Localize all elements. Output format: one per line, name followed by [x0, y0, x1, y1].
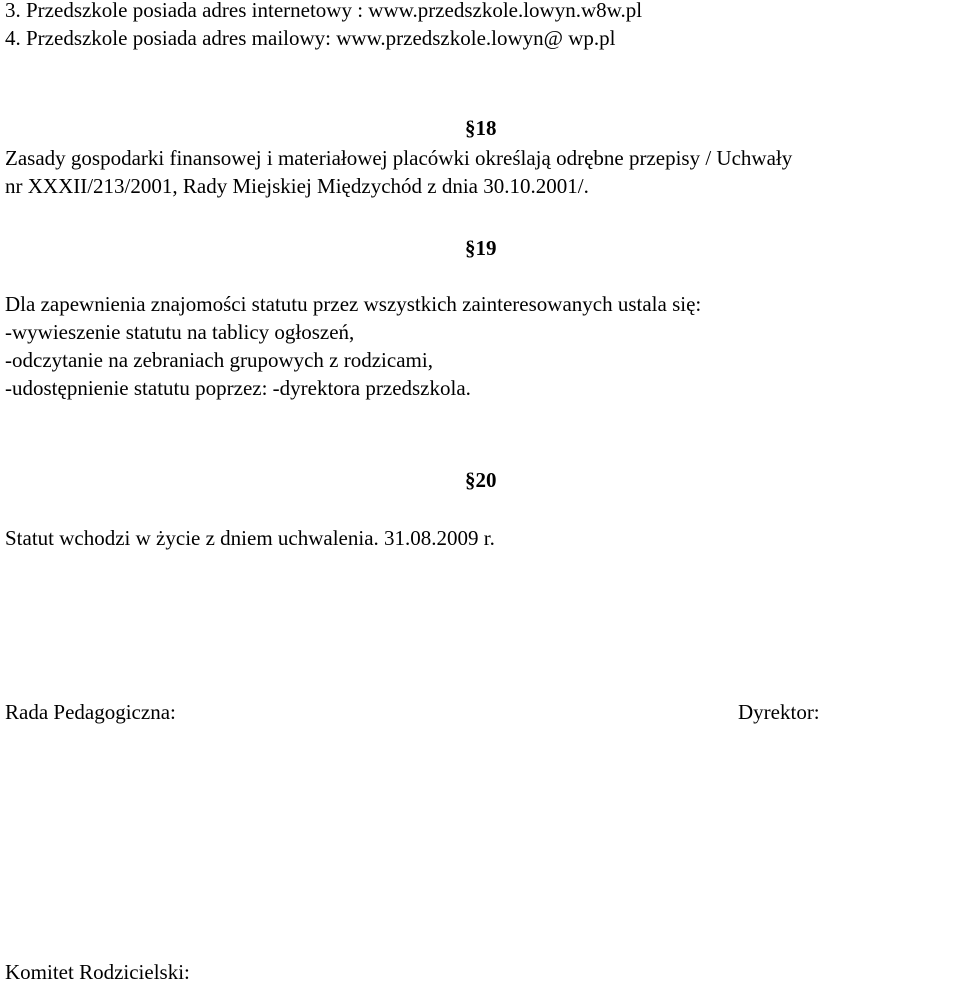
section-18-line-2: nr XXXII/213/2001, Rady Miejskiej Międzychód z dnia 30.10.2001/. [5, 174, 589, 198]
signature-rada-pedagogiczna: Rada Pedagogiczna: [5, 700, 176, 724]
section-20-line-1: Statut wchodzi w życie z dniem uchwalenia. 31.08.2009 r. [5, 526, 495, 550]
section-19-heading: §19 [465, 236, 497, 260]
section-19-line-4: -udostępnienie statutu poprzez: -dyrektora przedszkola. [5, 376, 471, 400]
section-18-line-1: Zasady gospodarki finansowej i materiałowej placówki określają odrębne przepisy / Uchwały [5, 146, 793, 170]
signature-komitet-rodzicielski: Komitet Rodzicielski: [5, 960, 190, 984]
section-20-heading: §20 [465, 468, 497, 492]
intro-line-3: 3. Przedszkole posiada adres internetowy : www.przedszkole.lowyn.w8w.pl [5, 0, 643, 22]
signature-dyrektor: Dyrektor: [738, 700, 820, 724]
intro-line-4: 4. Przedszkole posiada adres mailowy: www.przedszkole.lowyn@ wp.pl [5, 26, 616, 50]
section-18-heading: §18 [465, 116, 497, 140]
section-19-line-2: -wywieszenie statutu na tablicy ogłoszeń, [5, 320, 355, 344]
section-19-line-3: -odczytanie na zebraniach grupowych z rodzicami, [5, 348, 433, 372]
section-19-line-1: Dla zapewnienia znajomości statutu przez wszystkich zainteresowanych ustala się: [5, 292, 702, 316]
